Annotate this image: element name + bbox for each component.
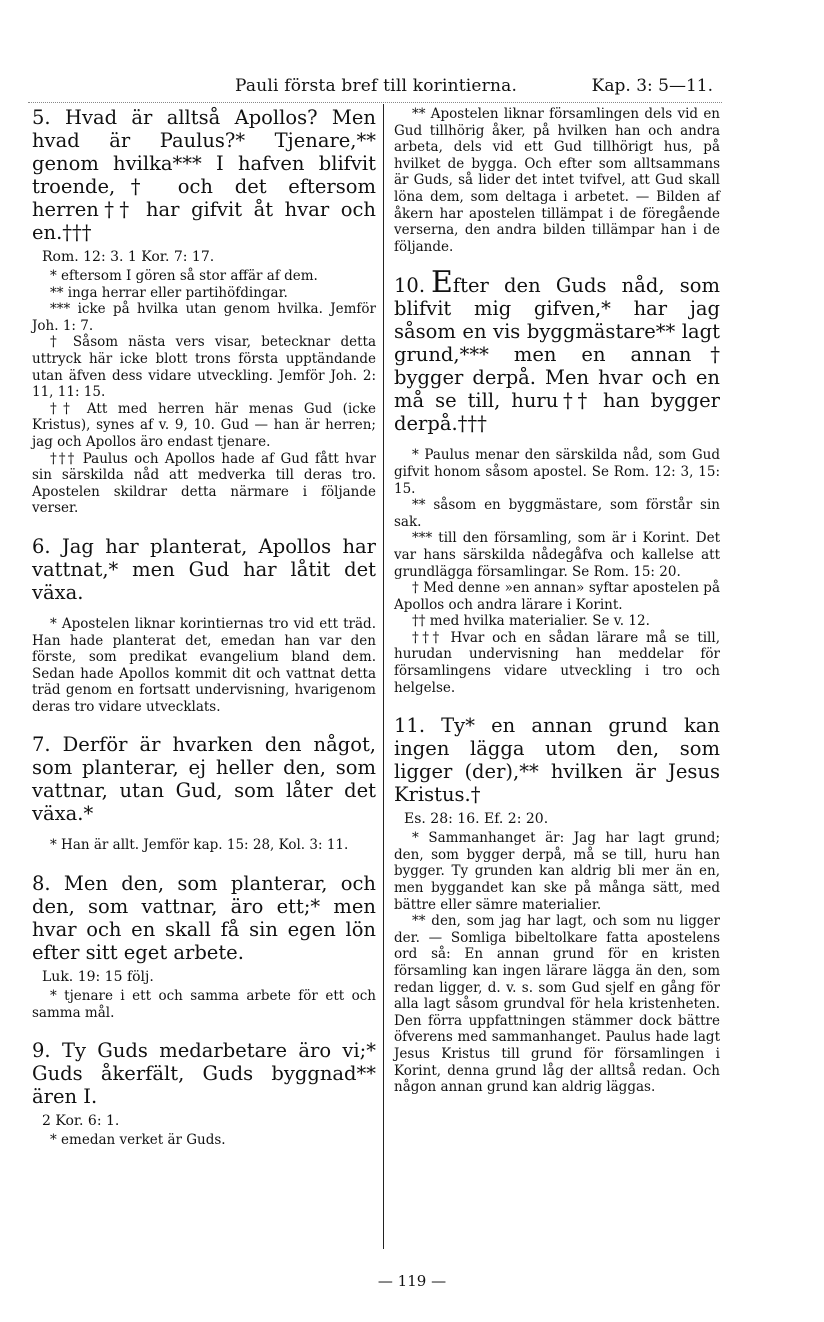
footnote: † Med denne »en annan» syftar apostelen på Apollos och andra lärare i Korint.: [394, 580, 720, 613]
footnote: †† med hvilka materialier. Se v. 12.: [412, 613, 650, 630]
footnote: † Såsom nästa vers visar, betecknar detta uttryck här icke blott trons första upptändande utan äfven dess vidare utveckling. Jemför Joh. 2: 11, 11: 15.: [32, 334, 376, 401]
header-rule: [28, 102, 722, 103]
verse-10-number: 10.: [394, 274, 426, 298]
verse-7: 7. Derför är hvarken den något, som planterar, ej heller den, som vattnar, utan Gud, som låter det växa.*: [32, 733, 376, 826]
footnote: †† Att med herren här menas Gud (icke Kristus), synes af v. 9, 10. Gud — han är herren; jag och Apollos äro endast tjenare.: [32, 400, 376, 450]
verse-9-reference: 2 Kor. 6: 1.: [42, 1113, 120, 1130]
verse-11: 11. Ty* en annan grund kan ingen lägga utom den, som ligger (der),** hvilken är Jesus Kristus.†: [394, 714, 720, 807]
running-header: [225, 76, 713, 104]
footnote: * Apostelen liknar korintiernas tro vid ett träd. Han hade planterat det, emedan han var den förste, som predikat evangelium bland dem. Sedan hade Apollos kommit dit och vattnat detta träd genom en fortsatt undervisning, hvarigenom deras tro vidare utvecklats.: [32, 615, 376, 715]
left-column: [32, 106, 376, 1149]
footnote: ** inga herrar eller partihöfdingar.: [50, 284, 288, 301]
footnote: ††† Paulus och Apollos hade af Gud fått hvar sin särskilda nåd att medverka till deras tro. Apostelen skildrar detta närmare i följande verser.: [32, 450, 376, 517]
footnote: * Paulus menar den särskilda nåd, som Gud gifvit honom såsom apostel. Se Rom. 12: 3, 15: 15.: [394, 447, 720, 497]
verse-5: 5. Hvad är alltså Apollos? Men hvad är Paulus?* Tjenare,** genom hvilka*** I hafven blifvit troende,† och det eftersom herren†† har gifvit åt hvar och en.†††: [32, 106, 376, 244]
verse-9: 9. Ty Guds medarbetare äro vi;* Guds åkerfält, Guds byggnad** ären I.: [32, 1039, 376, 1109]
verse-6: 6. Jag har planterat, Apollos har vattnat,* men Gud har låtit det växa.: [32, 534, 376, 604]
verse-8-reference: Luk. 19: 15 följ.: [42, 969, 154, 986]
column-divider: [383, 104, 384, 1249]
chapter-reference: Kap. 3: 5—11.: [591, 76, 713, 96]
footnote: *** icke på hvilka utan genom hvilka. Jemför Joh. 1: 7.: [32, 301, 376, 334]
footnote: * tjenare i ett och samma arbete för ett och samma mål.: [32, 988, 376, 1021]
verse-11-reference: Es. 28: 16. Ef. 2: 20.: [404, 811, 549, 828]
verse-8: 8. Men den, som planterar, och den, som vattnar, äro ett;* men hvar och en skall få sin egen lön efter sitt eget arbete.: [32, 872, 376, 965]
footnote: * emedan verket är Guds.: [50, 1132, 226, 1149]
footnote: ††† Hvar och en sådan lärare må se till, hurudan undervisning han meddelar för församlingens vidare utveckling i tro och helgelse.: [394, 629, 720, 696]
verse-5-reference: Rom. 12: 3. 1 Kor. 7: 17.: [42, 249, 215, 265]
running-title: Pauli första bref till korintierna.: [235, 76, 518, 96]
page-number: — 119 —: [377, 1272, 447, 1290]
footnote-continued: ** Apostelen liknar församlingen dels vid en Gud tillhörig åker, på hvilken han och andra arbeta, dels vid ett Gud tillhörigt hus, på hvilket de bygga. Och efter som alltsammans är Guds, så lider det intet tvifvel, att Gud skall löna dem, som deltaga i arbetet. — Bilden af åkern har apostelen tillämpat i de föregående verserna, den andra bilden tillämpar han i de följande.: [394, 106, 720, 255]
footnote: *** till den församling, som är i Korint. Det var hans särskilda nådegåfva och kallelse att grundlägga församlingar. Se Rom. 15: 20.: [394, 530, 720, 580]
verse-10: [394, 265, 720, 436]
footnote: * Han är allt. Jemför kap. 15: 28, Kol. 3: 11.: [50, 837, 349, 854]
footnote: ** såsom en byggmästare, som förstår sin sak.: [394, 497, 720, 530]
footnote: * Sammanhanget är: Jag har lagt grund; den, som bygger derpå, må se till, huru han bygger. Ty grunden kan aldrig bli mer än en, men byggandet kan ske på många sätt, med bättre eller sämre materialier.: [394, 830, 720, 913]
right-column: [394, 106, 720, 1096]
verse-10-text: fter den Guds nåd, som blifvit mig gifven,* har jag såsom en vis byggmästare** lagt grund,*** men en annan† bygger derpå. Men hvar och en må se till, huru†† han bygger derpå.†††: [394, 274, 720, 436]
footnote: ** den, som jag har lagt, och som nu ligger der. — Somliga bibeltolkare fatta apostelens ord så: En annan grund för en kristen församling kan ingen lärare lägga än den, som redan ligger, d. v. s. som Gud sjelf en gång för alla lagt såsom grundval för hela kristenheten. Den förra uppfattningen stämmer dock bättre öfverens med sammanhanget. Paulus hade lagt Jesus Kristus till grund för församlingen i Korint, denna grund låg der alltså redan. Och någon annan grund kan aldrig läggas.: [394, 913, 720, 1096]
footnote: * eftersom I gören så stor affär af dem.: [50, 268, 318, 284]
drop-initial: E: [431, 265, 453, 301]
